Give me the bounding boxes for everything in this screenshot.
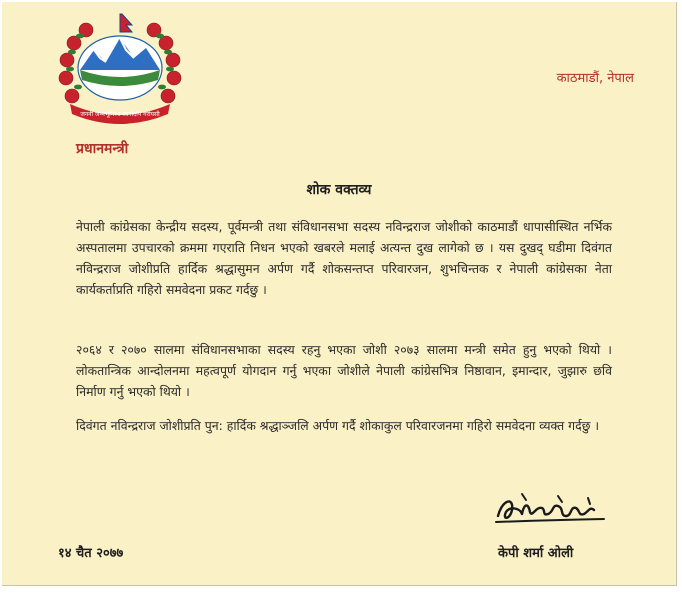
handwritten-signature [492,486,610,528]
paragraph-1: नेपाली कांग्रेसका केन्द्रीय सदस्य, पूर्वमन्त्री तथा संविधानसभा सदस्य नविन्द्रराज जोशीको काठमाडौं धापासीस्थित नर्भिक अस्पतालमा उपचारको क्रममा गएराति निधन भएको खबरले मलाई अत्यन्त दुख लागेको छ । यस दुखद् घडीमा दिवंगत नविन्द्रराज जोशीप्रति हार्दिक श्रद्धासुमन अर्पण गर्दै शोकसन्तप्त परिवारजन, शुभचिन्तक र नेपाली कांग्रेसका नेता कार्यकर्ताप्रति गहिरो समवेदना प्रकट गर्दछु । [76,219,612,297]
emblem-motto: जननी जन्मभूमिश्च स्वर्गादपि गरीयसी [80,111,160,118]
national-emblem [50,8,190,128]
place-label: काठमाडौं, नेपाल [556,71,634,86]
paragraph-2: २०६४ र २०७० सालमा संविधानसभाका सदस्य रहनु भएका जोशी २०७३ सालमा मन्त्री समेत हुनु भएको थियो । लोकतान्त्रिक आन्दोलनमा महत्वपूर्ण योगदान गर्नु भएका जोशीले नेपाली कांग्रेसभित्र निष्ठावान, इमान्दार, जुझारु छवि निर्माण गर्नु भएको थियो । [76,342,612,399]
letter-page [2,2,677,586]
office-title: प्रधानमन्त्री [76,141,129,157]
document-date: १४ चैत २०७७ [58,546,124,561]
document-title: शोक वक्तव्य [306,182,372,198]
paragraph-3: दिवंगत नविन्द्रराज जोशीप्रति पुन: हार्दिक श्रद्धाञ्जलि अर्पण गर्दै शोकाकुल परिवारजनमा गहिरो समवेदना व्यक्त गर्दछु । [76,418,600,433]
signatory-name: केपी शर्मा ओली [498,546,574,561]
